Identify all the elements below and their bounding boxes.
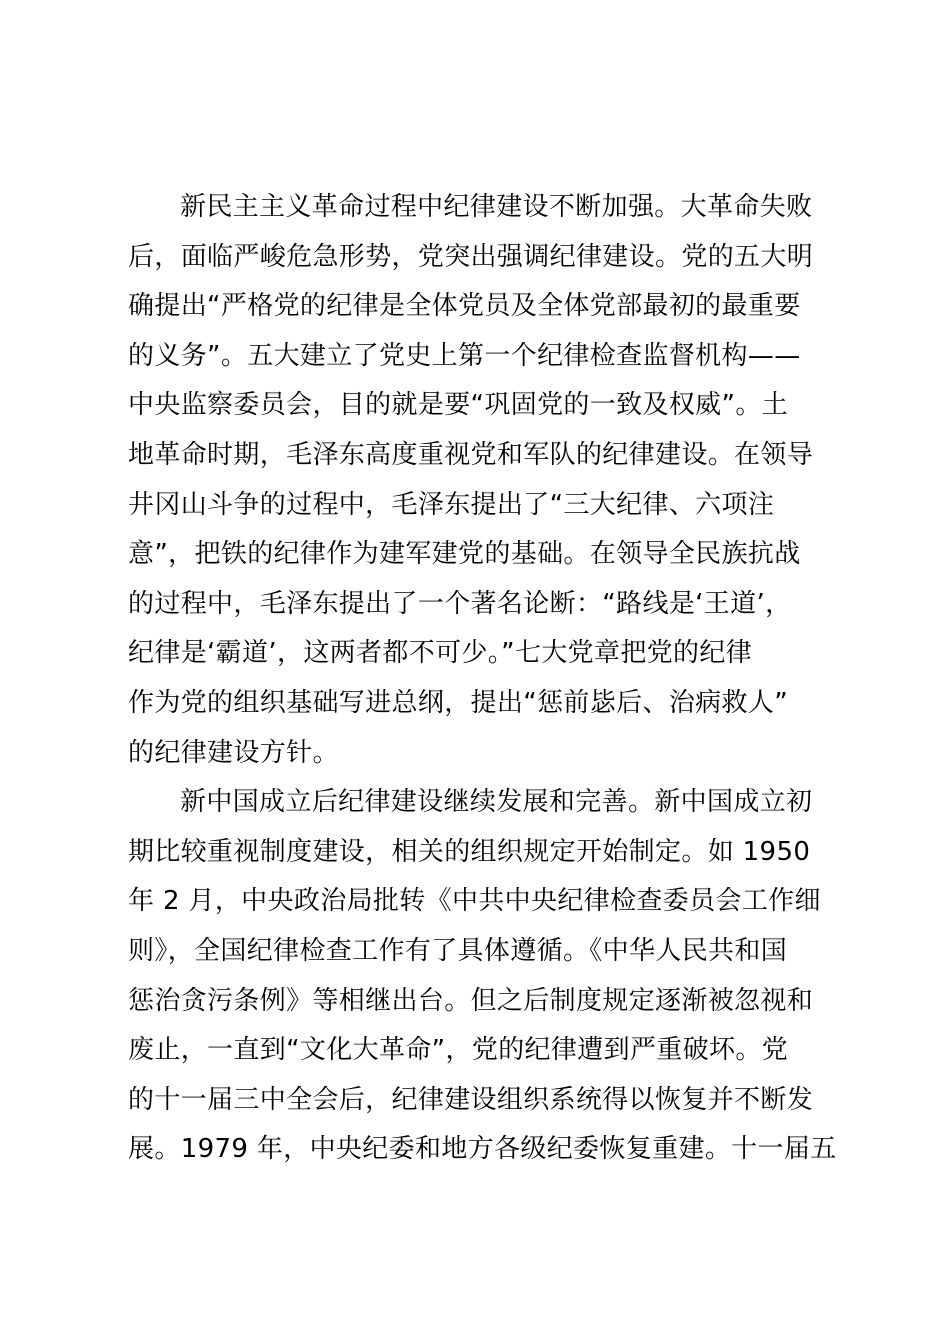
text-line: 的纪律建设方针。 [128,737,339,768]
text-line: 期比较重视制度建设，相关的组织规定开始制定。如 1950 [128,836,811,867]
paragraph-1 [128,183,840,778]
body-text [128,183,840,1175]
text-line: 展。1979 年，中央纪委和地方各级纪委恢复重建。十一届五 [128,1134,837,1165]
text-line: 纪律是‘霸道’，这两者都不可少。”七大党章把党的纪律 [128,638,753,669]
text-line: 的过程中，毛泽东提出了一个著名论断：“路线是‘王道’， [128,588,792,619]
text-line: 新民主主义革命过程中纪律建设不断加强。大革命失败 [180,192,813,222]
paragraph-2 [128,778,840,1175]
text-line: 惩治贪污条例》等相继出台。但之后制度规定逐渐被忽视和 [128,985,814,1016]
text-line: 的十一届三中全会后，纪律建设组织系统得以恢复并不断发 [128,1084,814,1115]
text-line: 作为党的组织基础写进总纲，提出“惩前毖后、治病救人” [128,687,789,718]
text-line: 废止，一直到“文化大革命”，党的纪律遭到严重破坏。党 [128,1035,789,1066]
text-line: 则》，全国纪律检查工作有了具体遵循。《中华人民共和国 [128,935,788,966]
text-line: 确提出“严格党的纪律是全体党员及全体党部最初的最重要 [128,291,801,322]
text-line: 井冈山斗争的过程中，毛泽东提出了“三大纪律、六项注 [128,489,775,520]
text-line: 的义务”。五大建立了党史上第一个纪律检查监督机构—— [128,340,801,371]
text-line: 年 2 月，中央政治局批转《中共中央纪律检查委员会工作细 [128,886,821,917]
text-line: 新中国成立后纪律建设继续发展和完善。新中国成立初 [180,787,813,818]
text-line: 意”，把铁的纪律作为建军建党的基础。在领导全民族抗战 [128,539,801,570]
text-line: 中央监察委员会，目的就是要“巩固党的一致及权威”。土 [128,390,789,421]
text-line: 地革命时期，毛泽东高度重视党和军队的纪律建设。在领导 [128,439,814,470]
text-line: 后，面临严峻危急形势，党突出强调纪律建设。党的五大明 [128,241,814,272]
